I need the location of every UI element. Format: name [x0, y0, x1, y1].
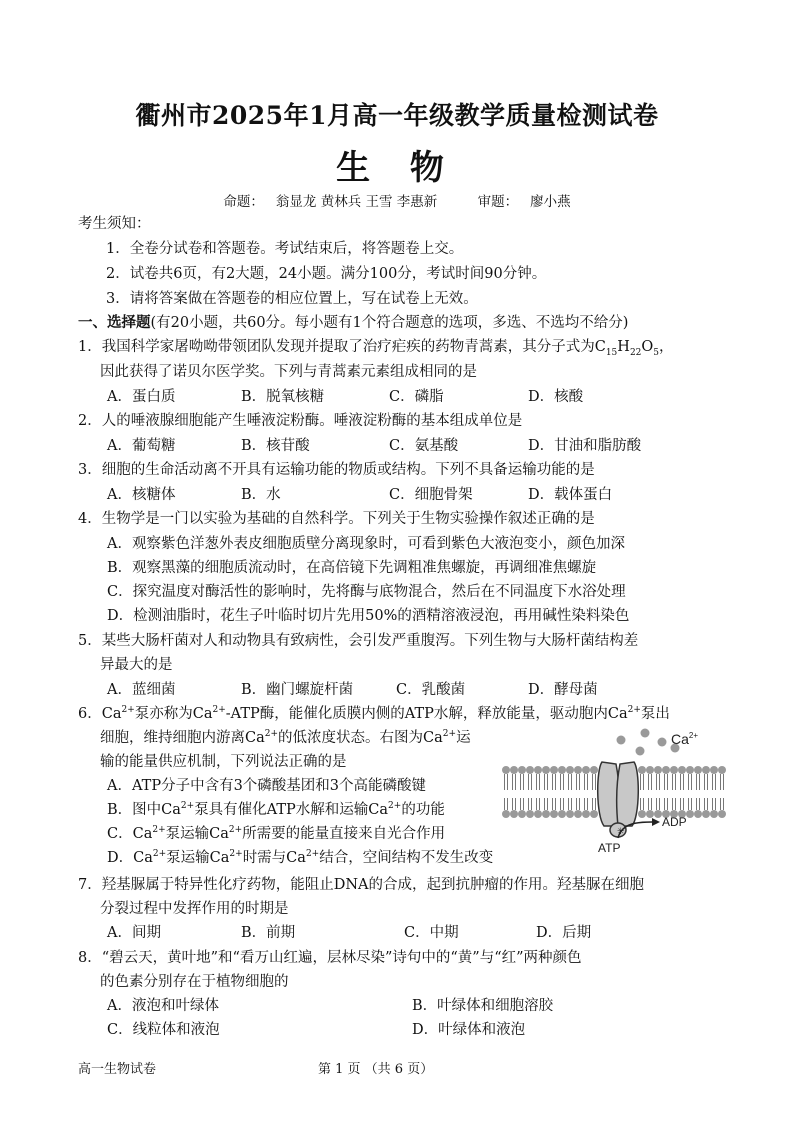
q2-option-a: A．葡萄糖 [107, 438, 176, 454]
formula-sub: 22 [629, 347, 642, 358]
authors-label: 命题： [223, 194, 264, 210]
ca-ion-dot [617, 736, 626, 745]
q4-option-b: B．观察黑藻的细胞质流动时，在高倍镜下先调粗准焦螺旋，再调细准焦螺旋 [107, 560, 597, 576]
q8-option-d: D．叶绿体和液泡 [412, 1022, 526, 1038]
formula-part: O [641, 339, 654, 355]
ca-pump-figure [500, 726, 730, 856]
notice-item: 1．全卷分试卷和答题卷。考试结束后，将答题卷上交。 [106, 241, 464, 257]
notice-item: 2．试卷共6页，有2大题，24小题。满分100分，考试时间90分钟。 [106, 266, 547, 282]
reviewer-label: 审题： [477, 194, 519, 210]
q3-option-c: C．细胞骨架 [389, 487, 473, 503]
arrow-head [652, 818, 660, 826]
q3-option-b: B．水 [241, 487, 281, 503]
q2-option-b: B．核苷酸 [241, 438, 310, 454]
question-8-stem-cont: 的色素分别存在于植物细胞的 [100, 974, 289, 990]
formula-part: H [617, 339, 630, 355]
q6-option-b: B．图中$Ca^{2+}$泵具有催化ATP水解和运输$Ca^{2+}$的功能 [107, 801, 445, 818]
adp-label: ADP [662, 815, 687, 829]
q5-option-a: A．蓝细菌 [107, 682, 176, 698]
subject-title: 生 物 [336, 148, 458, 188]
section-label: 一、选择题 [78, 314, 151, 331]
energy-spark-icon: ✳ [617, 826, 625, 836]
ca-ion-dot [636, 747, 645, 756]
q5-option-d: D．酵母菌 [528, 682, 598, 698]
q2-option-d: D．甘油和脂肪酸 [528, 438, 642, 454]
ca-ion-label: $Ca^{2+}$ [671, 731, 699, 747]
authors-line [0, 190, 794, 210]
formula-part: ， [659, 339, 674, 355]
atp-label: ATP [598, 841, 621, 855]
notice-heading: 考生须知： [78, 216, 151, 232]
exam-title: 衢州市2025年1月高一年级教学质量检测试卷 [135, 101, 659, 130]
q4-option-d: D．检测油脂时，花生子叶临时切片先用50%的酒精溶液浸泡，再用碱性染料染色 [107, 608, 630, 624]
reviewer-name: 廖小燕 [530, 194, 571, 210]
q1-option-c: C．磷脂 [389, 389, 444, 405]
footer-left: 高一生物试卷 [78, 1062, 157, 1077]
q3-option-a: A．核糖体 [107, 487, 176, 503]
authors-names: 翁显龙 黄林兵 王雪 李惠新 [275, 194, 438, 210]
q8-option-c: C．线粒体和液泡 [107, 1022, 220, 1038]
q1-option-d: D．核酸 [528, 389, 584, 405]
ca-ion-dot [641, 729, 650, 738]
q8-option-b: B．叶绿体和细胞溶胶 [412, 998, 554, 1014]
question-4-stem: 4．生物学是一门以实验为基础的自然科学。下列关于生物实验操作叙述正确的是 [78, 511, 595, 527]
q6-option-a: A．ATP分子中含有3个磷酸基团和3个高能磷酸键 [107, 778, 427, 794]
question-1-stem [78, 335, 674, 358]
formula-sub: 15 [605, 347, 618, 358]
q4-option-a: A．观察紫色洋葱外表皮细胞质壁分离现象时，可看到紫色大液泡变小，颜色加深 [107, 536, 625, 552]
q6-option-d: D．$Ca^{2+}$泵运输$Ca^{2+}$时需与$Ca^{2+}$结合，空间结构不发生改变 [107, 849, 494, 866]
page-number: 第 1 页 （共 6 页） [318, 1062, 434, 1077]
question-7-stem: 7．羟基脲属于特异性化疗药物，能阻止DNA的合成，起到抗肿瘤的作用。羟基脲在细胞 [78, 877, 645, 893]
q8-option-a: A．液泡和叶绿体 [107, 998, 219, 1014]
q1-option-b: B．脱氧核糖 [241, 389, 325, 405]
q7-option-d: D．后期 [536, 925, 592, 941]
q3-option-d: D．载体蛋白 [528, 487, 613, 503]
q1-text: 1．我国科学家屠呦呦带领团队发现并提取了治疗疟疾的药物青蒿素，其分子式为C [78, 339, 606, 355]
section-desc: (有20小题，共60分。每小题有1个符合题意的选项，多选、不选均不给分) [150, 315, 629, 331]
q7-option-b: B．前期 [241, 925, 296, 941]
question-2-stem: 2．人的唾液腺细胞能产生唾液淀粉酶。唾液淀粉酶的基本组成单位是 [78, 413, 523, 429]
section-heading [78, 311, 628, 332]
question-3-stem: 3．细胞的生命活动离不开具有运输功能的物质或结构。下列不具备运输功能的是 [78, 462, 595, 478]
q6-option-c: C．$Ca^{2+}$泵运输$Ca^{2+}$所需要的能量直接来自光合作用 [107, 825, 446, 842]
notice-item: 3．请将答案做在答题卷的相应位置上，写在试卷上无效。 [106, 291, 478, 307]
question-7-stem-cont: 分裂过程中发挥作用的时期是 [100, 901, 289, 917]
question-6-stem: 6．$Ca^{2+}$泵亦称为$Ca^{2+}$-ATP酶，能催化质膜内侧的ATP水解，释放能量，驱动胞内$Ca^{2+}$泵出 [78, 705, 670, 722]
formula-sub: 5 [653, 347, 660, 358]
question-1-stem-cont: 因此获得了诺贝尔医学奖。下列与青蒿素元素组成相同的是 [100, 364, 477, 380]
ca-ion-dot [658, 738, 667, 747]
question-5-stem-cont: 异最大的是 [100, 657, 173, 673]
q4-option-c: C．探究温度对酶活性的影响时，先将酶与底物混合，然后在不同温度下水浴处理 [107, 584, 626, 600]
question-6-stem-cont: 输的能量供应机制，下列说法正确的是 [100, 754, 347, 770]
q1-option-a: A．蛋白质 [107, 389, 176, 405]
question-5-stem: 5．某些大肠杆菌对人和动物具有致病性，会引发严重腹泻。下列生物与大肠杆菌结构差 [78, 633, 639, 649]
q5-option-b: B．幽门螺旋杆菌 [241, 682, 354, 698]
question-8-stem: 8．“碧云天，黄叶地”和“看万山红遍，层林尽染”诗句中的“黄”与“红”两种颜色 [78, 950, 582, 966]
q5-option-c: C．乳酸菌 [396, 682, 466, 698]
q7-option-a: A．间期 [107, 925, 161, 941]
q2-option-c: C．氨基酸 [389, 438, 459, 454]
q7-option-c: C．中期 [404, 925, 459, 941]
question-6-stem-cont: 细胞，维持细胞内游离$Ca^{2+}$的低浓度状态。右图为$Ca^{2+}$运 [100, 729, 471, 746]
